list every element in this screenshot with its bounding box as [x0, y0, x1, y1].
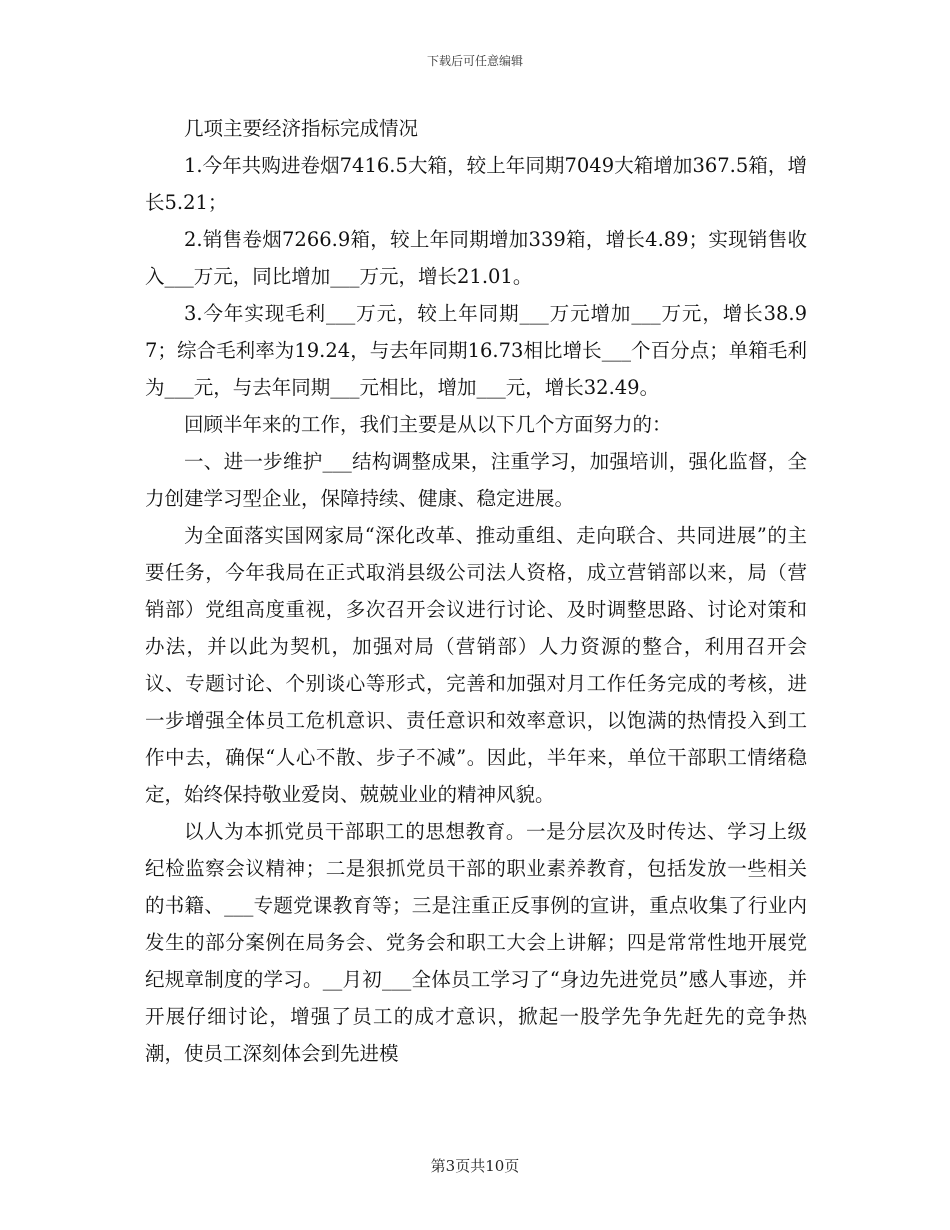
page-number: 第3页共10页: [430, 1157, 520, 1175]
paragraph-implementation: 为全面落实国网家局“深化改革、推动重组、走向联合、共同进展”的主要任务，今年我局在正式取消县级公司法人资格，成立营销部以来，局（营销部）党组高度重视，多次召开会议进行讨论、及时调整思路、讨论对策和办法，并以此为契机，加强对局（营销部）人力资源的整合，利用召开会议、专题讨论、个别谈心等形式，完善和加强对月工作任务完成的考核，进一步增强全体员工危机意识、责任意识和效率意识，以饱满的热情投入到工作中去，确保“人心不散、步子不减”。因此，半年来，单位干部职工情绪稳定，始终保持敬业爱岗、兢兢业业的精神风貌。: [145, 524, 807, 806]
page-header: 下载后可任意编辑: [426, 54, 523, 68]
paragraph-education: 以人为本抓党员干部职工的思想教育。一是分层次及时传达、学习上级纪检监察会议精神；二是狠抓党员干部的职业素养教育，包括发放一些相关的书籍、___专题党课教育等；三是注重正反事例的宣讲，重点收集了行业内发生的部分案例在局务会、党务会和职工大会上讲解；四是常常性地开展党纪规章制度的学习。__月初___全体员工学习了“身边先进党员”感人事迹，并开展仔细讨论，增强了员工的成才意识，掀起一股学先争先赶先的竞争热潮，使员工深刻体会到先进模: [145, 820, 807, 1065]
document-body: [145, 110, 807, 1072]
paragraph-section-one: 一、进一步维护___结构调整成果，注重学习，加强培训，强化监督，全力创建学习型企业，保障持续、健康、稳定进展。: [145, 450, 807, 510]
paragraph-item-3: 3.今年实现毛利___万元，较上年同期___万元增加___万元，增长38.97；综合毛利率为19.24，与去年同期16.73相比增长___个百分点；单箱毛利为___元，与去年同期___元相比，增加___元，增长32.49。: [145, 302, 807, 399]
paragraph-item-1: 1.今年共购进卷烟7416.5大箱，较上年同期7049大箱增加367.5箱，增长5.21；: [145, 154, 807, 214]
section-heading: 几项主要经济指标完成情况: [184, 117, 419, 140]
paragraph-item-2: 2.销售卷烟7266.9箱，较上年同期增加339箱，增长4.89；实现销售收入___万元，同比增加___万元，增长21.01。: [145, 228, 807, 288]
paragraph-review: 回顾半年来的工作，我们主要是从以下几个方面努力的：: [184, 413, 672, 436]
